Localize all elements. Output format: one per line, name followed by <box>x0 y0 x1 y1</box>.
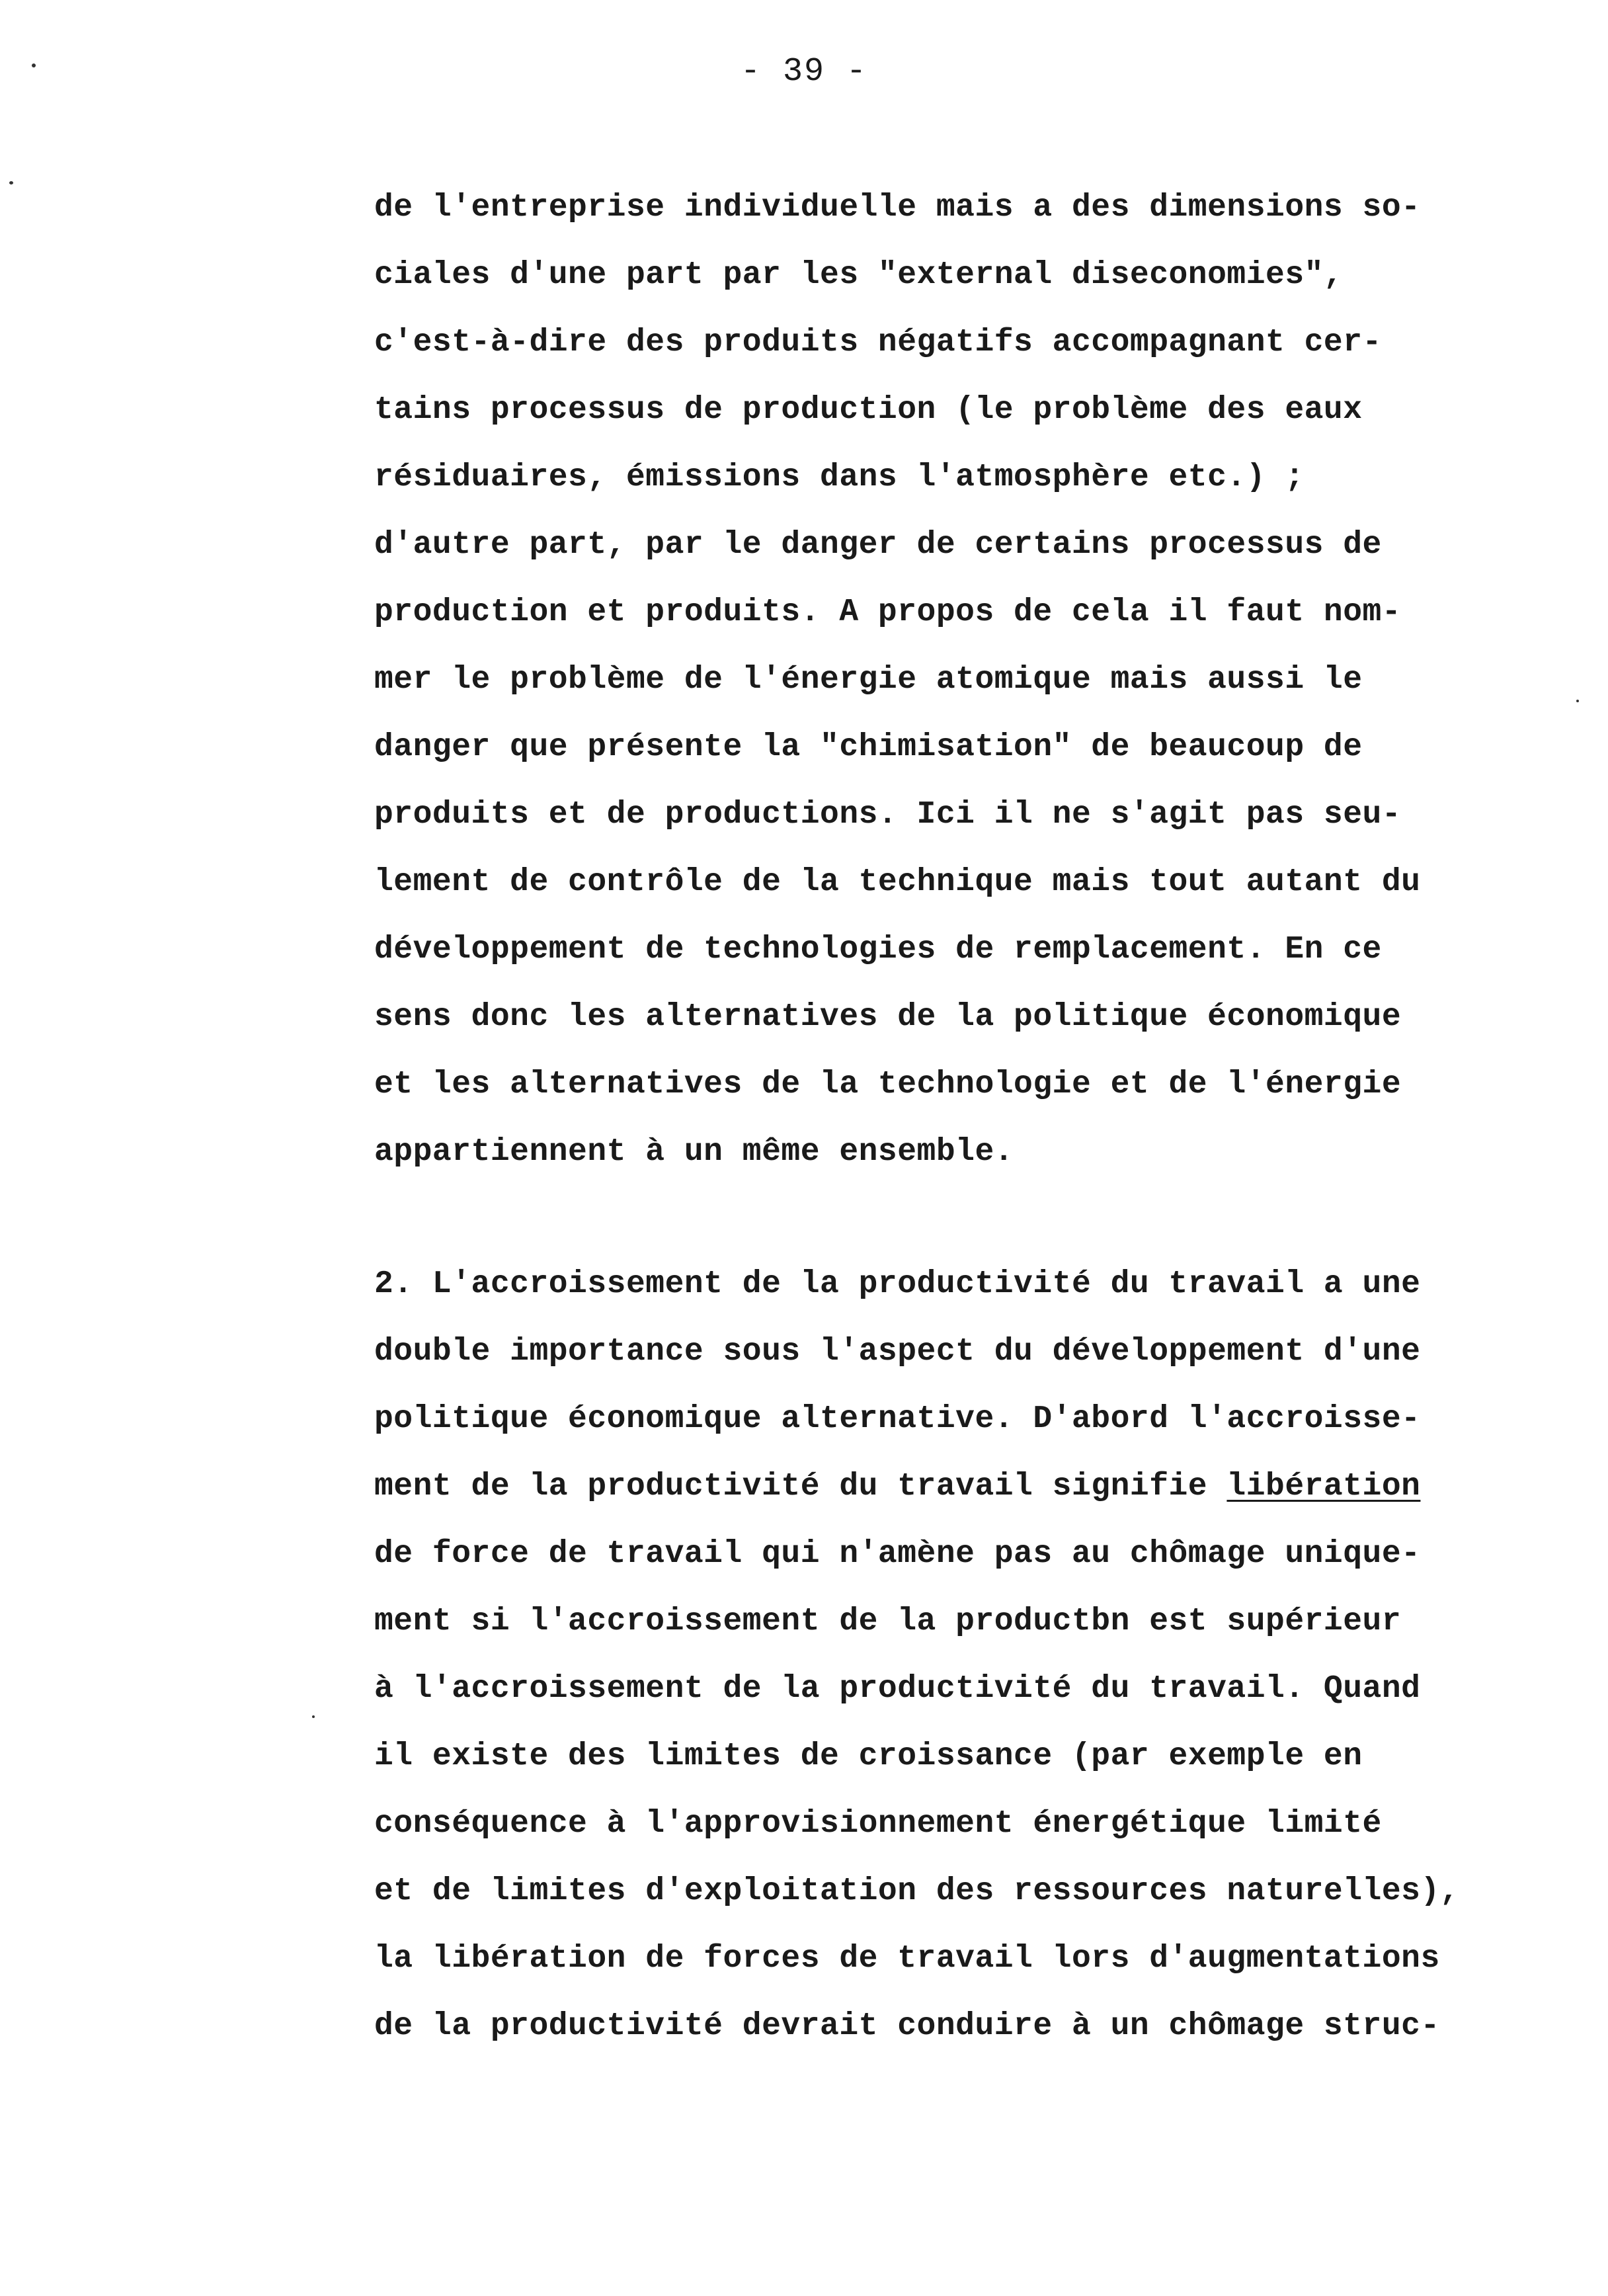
text-line: développement de technologies de remplacement. En ce <box>374 932 1382 967</box>
text-line: de force de travail qui n'amène pas au chômage unique- <box>374 1536 1421 1572</box>
text-segment: ment de la productivité du travail signifie <box>374 1469 1227 1504</box>
text-line: résiduaires, émissions dans l'atmosphère etc.) ; <box>374 460 1305 495</box>
text-line <box>374 1467 1420 1506</box>
text-line: c'est-à-dire des produits négatifs accompagnant cer- <box>374 325 1382 360</box>
text-line: appartiennent à un même ensemble. <box>374 1134 1014 1170</box>
page-number: - 39 - <box>740 53 868 91</box>
text-line: d'autre part, par le danger de certains processus de <box>374 527 1382 563</box>
text-line: il existe des limites de croissance (par exemple en <box>374 1739 1363 1774</box>
scan-speck <box>32 63 36 67</box>
text-line: et les alternatives de la technologie et de l'énergie <box>374 1067 1402 1102</box>
scan-speck <box>9 181 13 184</box>
text-line: à l'accroissement de la productivité du travail. Quand <box>374 1671 1421 1707</box>
text-line: ment si l'accroissement de la productbn est supérieur <box>374 1604 1402 1639</box>
scan-speck <box>312 1715 315 1718</box>
text-line: et de limites d'exploitation des ressources naturelles), <box>374 1873 1460 1909</box>
text-line: tains processus de production (le problème des eaux <box>374 392 1363 428</box>
underlined-term: libération <box>1226 1469 1421 1504</box>
text-line: ciales d'une part par les "external diseconomies", <box>374 257 1344 293</box>
text-line: conséquence à l'approvisionnement énergétique limité <box>374 1806 1382 1842</box>
text-line: sens donc les alternatives de la politique économique <box>374 999 1402 1035</box>
text-line: de la productivité devrait conduire à un chômage struc- <box>374 2008 1440 2044</box>
text-line: la libération de forces de travail lors d'augmentations <box>374 1941 1440 1977</box>
text-line: mer le problème de l'énergie atomique mais aussi le <box>374 662 1363 698</box>
scan-speck <box>1576 700 1579 702</box>
text-line: danger que présente la "chimisation" de beaucoup de <box>374 729 1363 765</box>
text-line: lement de contrôle de la technique mais tout autant du <box>374 864 1421 900</box>
text-line: produits et de productions. Ici il ne s'agit pas seu- <box>374 797 1402 833</box>
text-line: de l'entreprise individuelle mais a des dimensions so- <box>374 190 1421 226</box>
text-line: 2. L'accroissement de la productivité du travail a une <box>374 1266 1421 1302</box>
text-line: production et produits. A propos de cela il faut nom- <box>374 594 1402 630</box>
text-line: politique économique alternative. D'abord l'accroisse- <box>374 1401 1421 1437</box>
text-line: double importance sous l'aspect du développement d'une <box>374 1334 1421 1370</box>
